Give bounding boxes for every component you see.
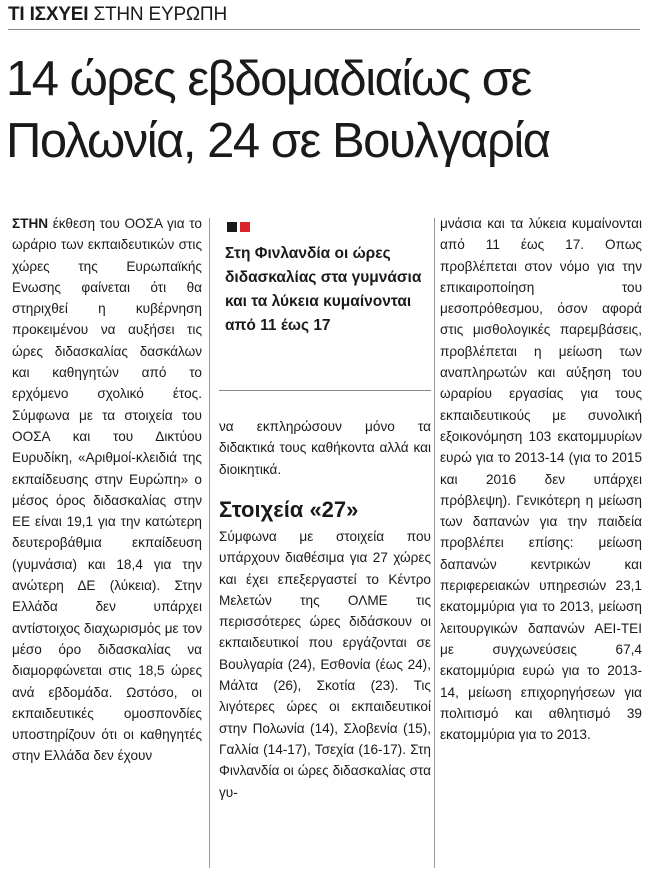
kicker-strong: ΤΙ ΙΣΧΥΕΙ: [8, 4, 89, 25]
subheading: Στοιχεία «27»: [219, 497, 359, 522]
kicker-light: ΣΤΗΝ ΕΥΡΩΠΗ: [93, 4, 227, 25]
pull-quote: [219, 222, 431, 338]
marker-square-black: [227, 222, 237, 232]
column-divider-1: [209, 218, 210, 868]
pull-quote-text: Στη Φινλανδία οι ώρες διδασκαλίας στα γυμνάσια και τα λύκεια κυμαίνονται από 11 έως 17: [225, 245, 422, 334]
article-column-3: μνάσια και τα λύκεια κυμαίνονται από 11 έως 17. Οπως προβλέπεται στον νόμο για την επικαιροποίηση του μεσοπρόθεσμου, όσον αφορά στις μισθολογικές παρεμβάσεις, προβλέπεται η μείωση των αναπληρωτών και αύξηση του ωραρίου εργασίας για τους εκπαιδευτικούς με συνολική εξοικονόμηση 103 εκατομμυρίων ευρώ για το 2013-14 (για το 2015 και 2016 δεν υπάρχει πρόβλεψη). Γενικότερη η μείωση των δαπανών για την παιδεία προβλέπει επίσης: μείωση δαπανών κεντρικών και περιφερειακών υπηρεσιών 23,1 εκατομμύρια για το 2013, μείωση λειτουργικών δαπανών ΑΕΙ-ΤΕΙ με συγχωνεύσεις 67,4 εκατομμύρια ευρώ για το 2013-14, μείωση επιχορηγήσεων για πολιτισμό και αθλητισμό 39 εκατομμύρια για το 2013.: [440, 216, 642, 743]
column-divider-2: [434, 218, 435, 868]
pull-quote-markers: [227, 222, 431, 232]
article-column-1: [12, 213, 202, 767]
article-headline: 14 ώρες εβδομαδιαίως σε Πολωνία, 24 σε Βουλγαρία: [6, 52, 550, 168]
article-column-2-text: Σύμφωνα με στοιχεία που υπάρχουν διαθέσιμα για 27 χώρες και έχει επεξεργαστεί το Κέντρο Μελετών της ΟΛΜΕ τις περισσότερες ώρες διδάσκουν οι εκπαιδευτικοί που εργάζονται σε Βουλγαρία (24), Εσθονία (έως 24), Μάλτα (26), Σκοτία (23). Τις λιγότερες ώρες οι εκπαιδευτικοί στην Πολωνία (14), Σλοβενία (15), Γαλλία (14-17), Τσεχία (16-17). Στη Φινλανδία οι ώρες διδασκαλίας στα γυ-: [219, 529, 431, 800]
kicker-divider: [8, 29, 640, 30]
column-1-text: έκθεση του ΟΟΣΑ για το ωράριο των εκπαιδευτικών στις χώρες της Ευρωπαϊκής Ενωσης φαίνεται ότι θα στηριχθεί η κυβέρνηση προκειμένου να αυξήσει τις ώρες διδασκαλίας δασκάλων και καθηγητών από το ερχόμενο σχολικό έτος. Σύμφωνα με τα στοιχεία του ΟΟΣΑ και του Δικτύου Ευρυδίκη, «Αριθμοί-κλειδιά της εκπαίδευσης στην Ευρώπη» ο μέσος όρος διδασκαλίας στην ΕΕ είναι 19,1 για την κατώτερη δευτεροβάθμια εκπαίδευση (γυμνάσια) και 18,4 για την ανώτερη ΔΕ (λύκεια). Στην Ελλάδα δεν υπάρχει αντίστοιχος διαχωρισμός με τον μέσο όρο διδασκαλίας να διαμορφώνεται στις 18,5 ώρες ανά εβδομάδα. Ωστόσο, οι εκπαιδευτικές ομοσπονδίες υποστηρίζουν ότι οι καθηγητές στην Ελλάδα δεν έχουν: [12, 216, 202, 764]
article-column-2-intro: να εκπληρώσουν μόνο τα διδακτικά τους καθήκοντα αλλά και διοικητικά.: [219, 419, 431, 477]
column-1-lead: ΣΤΗΝ: [12, 216, 49, 231]
pull-quote-divider: [219, 390, 431, 391]
section-kicker: [8, 4, 227, 26]
marker-square-red: [240, 222, 250, 232]
